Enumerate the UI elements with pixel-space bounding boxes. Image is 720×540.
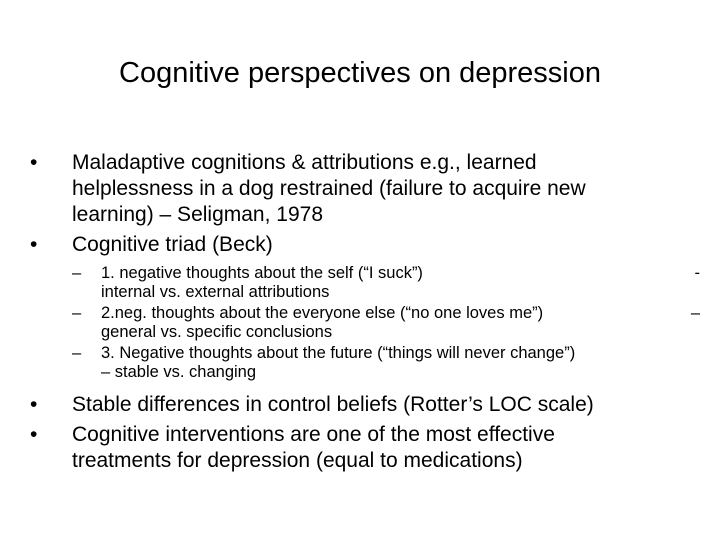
bullet-line: Maladaptive cognitions & attributions e.g., learned [72, 151, 537, 174]
dash-icon: – [72, 344, 82, 362]
bullet-icon: • [30, 233, 38, 256]
slide-body [30, 150, 700, 478]
sub-bullet-suffix: - [694, 264, 700, 282]
bullet-maladaptive-cognitions [30, 150, 700, 228]
sub-bullet-line: 1. negative thoughts about the self (“I suck”) [101, 264, 423, 282]
bullet-icon: • [30, 151, 38, 174]
bullet-cognitive-triad [30, 232, 700, 258]
triad-sub-bullets [30, 264, 700, 382]
sub-bullet-line: general vs. specific conclusions [101, 323, 333, 341]
sub-bullet-self [30, 264, 700, 302]
bullet-icon: • [30, 423, 38, 446]
sub-bullet-future [30, 344, 700, 382]
bullet-line: treatments for depression (equal to medications) [72, 449, 523, 472]
sub-bullet-line: internal vs. external attributions [101, 283, 330, 301]
bullet-control-beliefs [30, 392, 700, 418]
bullet-icon: • [30, 393, 38, 416]
bullet-line: Cognitive triad (Beck) [72, 233, 273, 256]
sub-bullet-suffix: – [690, 304, 700, 322]
bullet-line: learning) – Seligman, 1978 [72, 203, 323, 226]
bullet-line: Cognitive interventions are one of the most effective [72, 423, 555, 446]
dash-icon: – [72, 264, 82, 282]
dash-icon: – [72, 304, 82, 322]
slide-title: Cognitive perspectives on depression [119, 57, 601, 89]
bullet-line: Stable differences in control beliefs (Rotter’s LOC scale) [72, 393, 594, 416]
bullet-cognitive-interventions [30, 422, 700, 474]
bullet-line: helplessness in a dog restrained (failure to acquire new [72, 177, 586, 200]
sub-bullet-line: 3. Negative thoughts about the future (“things will never change”) [101, 344, 576, 362]
sub-bullet-others [30, 304, 700, 342]
sub-bullet-line: 2.neg. thoughts about the everyone else (“no one loves me”) [101, 304, 544, 322]
sub-bullet-line: – stable vs. changing [101, 363, 257, 381]
